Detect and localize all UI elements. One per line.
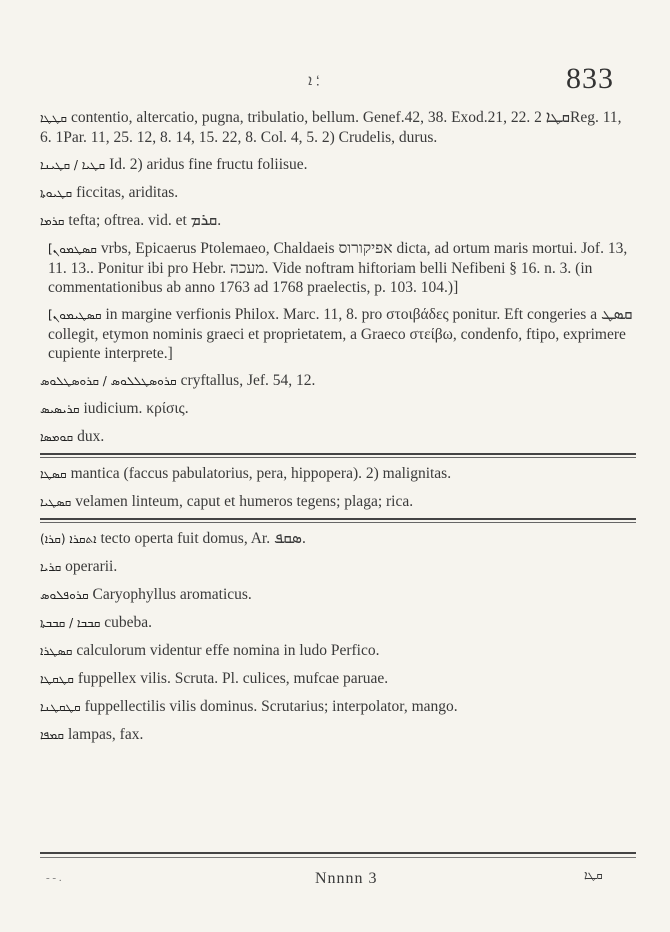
entry [40,464,636,484]
entry-head: ܩܛܝܘܬܐ [40,186,73,200]
entry [40,641,636,661]
entry [40,305,636,363]
entry-text: in margine verfionis Philox. Marc. 11, 8. pro στοιβάδες ponitur. Eft congeries a ܩܣܛ collegit, etymon nominis graeci et proprietatem, a Graeco στείβω, condenfo, ftipo, exprimere cupiente interprete.] [48,306,633,362]
catchword: ܩܛܐ [584,868,603,882]
section-rule [40,453,636,455]
entry-head: ܩܒܒܐ / ܩܒܒܬܐ [40,616,101,630]
entry-head: ܩܛܩܛܢܐ [40,700,81,714]
entry-text: cubeba. [104,614,153,631]
entry-head: ܩܣܛܐ [40,467,67,481]
entry [40,529,636,549]
section-rule-thin [40,457,636,458]
entry-text: ficcitas, ariditas. [76,184,179,201]
entry-text: fuppellectilis vilis dominus. Scrutarius; interpolator, mango. [84,698,458,715]
entry [40,239,636,297]
entry-head: ܩܪܘܣܛܠܠܘܣ / ܩܪܘܣܛܠܘܣ [40,374,177,388]
entry-head: ܩܪܝܣܝܣ [40,402,80,416]
entry-head: [ܩܣܛܡܘܢ [48,242,97,256]
entry-text: tecto operta fuit domus, Ar. ܣܩܦ. [100,530,306,547]
footer-mark: - - . [46,872,62,884]
entry [40,613,636,633]
entry-text: iudicium. κρίσις. [83,400,189,417]
entry-head: [ܩܣܛܝܡܘܢ [48,308,102,322]
entry-head: ܩܣܛܪܐ [40,644,73,658]
entry-text: contentio, altercatio, pugna, tribulatio, bellum. Genef.42, 38. Exod.21, 22. ܩܛܐ 2Reg. 11, 6. 1Par. 11, 25. 12, 8. 14, 15. 22, 8. Col. 4, 5. 2) Crudelis, durus. [40,109,622,146]
footer-rule-thin [40,857,636,858]
entry [40,155,636,175]
entry [40,427,636,447]
entry-text: vrbs, Epicaerus Ptolemaeo, Chaldaeis אפיקורוס dicta, ad ortum maris mortui. Jof. 13, 11. 13.. Ponitur ibi pro Hebr. מעכה. Vide noftram hiftoriam belli Nefibeni § 16. n. 3. (in commentationibus ab anno 1763 ad 1768 praelectis, p. 103. 104.)] [48,240,628,296]
entry-head: ܩܛܩܛܐ [40,672,74,686]
section-rule-thin [40,522,636,523]
section-rule [40,518,636,520]
entry [40,211,636,231]
entry [40,557,636,577]
entry [40,108,636,147]
entry [40,492,636,512]
page-number: 833 [566,62,614,95]
entry-text: velamen linteum, caput et humeros tegens; plaga; rica. [75,493,414,510]
entry [40,371,636,391]
entry-head: ܩܪܘܦܠܘܣ [40,588,89,602]
entry-head: (ܩܪܐ) ܐܬܩܪܐ [40,532,97,546]
entry [40,585,636,605]
entry [40,183,636,203]
entry [40,697,636,717]
entry-head: ܩܪܝܐ [40,560,62,574]
entry [40,669,636,689]
entry [40,399,636,419]
entry-head: ܩܛܝܐ / ܩܛܝܢܐ [40,158,106,172]
entry-text: lampas, fax. [68,726,144,743]
entry-head: ܩܣܛܝܐ [40,495,72,509]
entry-text: calculorum videntur effe nomina in ludo Perfico. [76,642,380,659]
entry-text: mantica (faccus pabulatorius, pera, hippopera). 2) malignitas. [70,465,452,482]
entry-text: tefta; oftrea. vid. et ܩܪܡ. [68,212,222,229]
entry-head: ܩܘܡܣܐ [40,430,74,444]
entry-text: cryftallus, Jef. 54, 12. [180,372,316,389]
page-header [0,62,670,102]
page-footer [40,852,636,892]
entry-text: Id. 2) aridus fine fructu foliisue. [109,156,308,173]
entry-head: ܩܪܡܐ [40,214,65,228]
entry-text: Caryophyllus aromaticus. [92,586,252,603]
entry-head: ܩܛܛܐ [40,111,67,125]
page-body [40,108,636,745]
signature-mark: Nnnnn 3 [315,870,378,887]
entry-text: operarii. [65,558,118,575]
entry-text: dux. [77,428,105,445]
header-mark: ؛ ܐ [308,73,320,89]
entry [40,725,636,745]
entry-head: ܩܡܦܐ [40,728,64,742]
footer-rule [40,852,636,854]
entry-text: fuppellex vilis. Scruta. Pl. culices, mufcae paruae. [77,670,389,687]
